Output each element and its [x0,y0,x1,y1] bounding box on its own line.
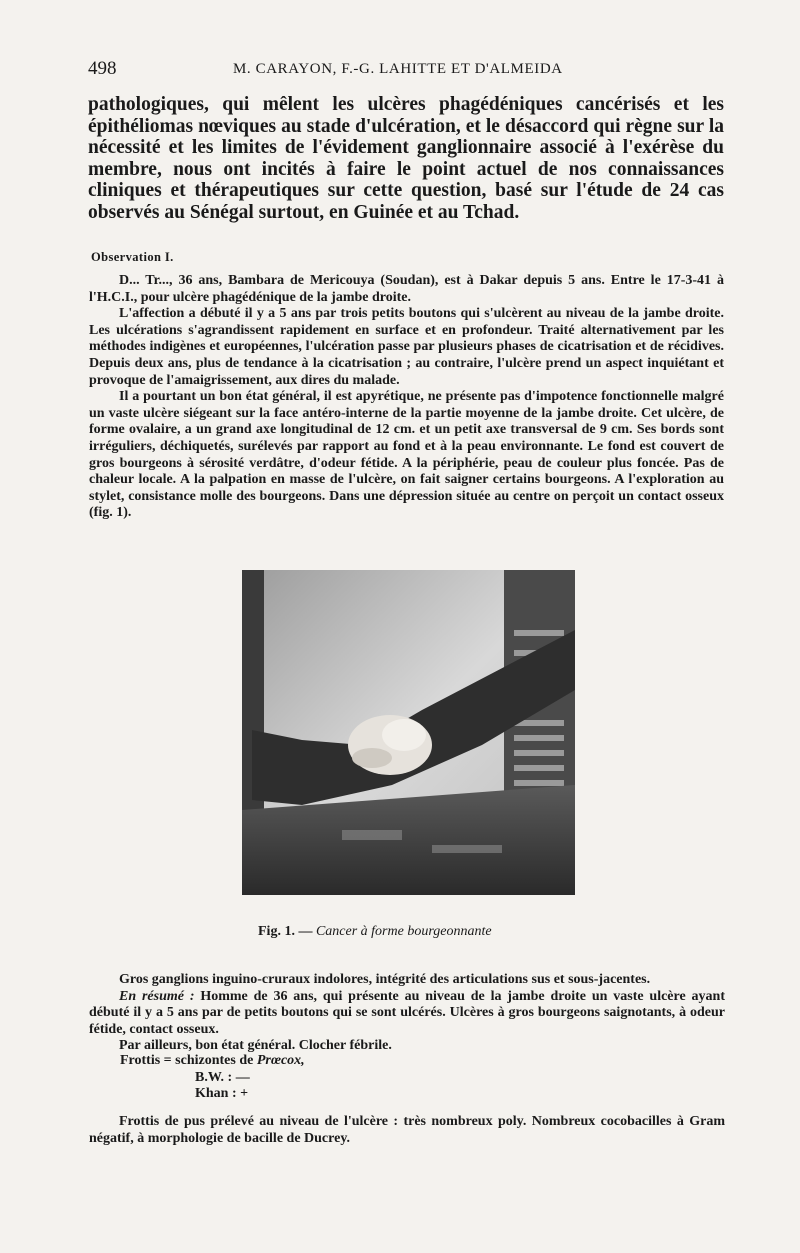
observation-title: Observation I. [91,250,174,264]
intro-text: pathologiques, qui mêlent les ulcères phagédéniques cancérisés et les épithéliomas nœviques au stade d'ulcération, et le désaccord qui règne sur la nécessité et les limites de l'évidement ganglionnaire associé à l'exérèse du membre, nous ont incités à faire le point actuel de nos connaissances cliniques et thérapeutiques sur cette question, basé sur l'étude de 24 cas observés au Sénégal surtout, en Guinée et au Tchad. [88,94,724,223]
lab-khan: Khan : + [195,1086,249,1102]
general-state-paragraph: Par ailleurs, bon état général. Clocher fébrile. [119,1038,392,1054]
observation-paragraph-3: Il a pourtant un bon état général, il est apyrétique, ne présente pas d'impotence fonctionnelle malgré un vaste ulcère siégeant sur la face antéro-interne de la partie moyenne de la jambe droite. Cet ulcère, de forme ovalaire, a un grand axe longitudinal de 12 cm. et un petit axe transversal de 9 cm. Ses bords sont irréguliers, déchiquetés, surélevés par rapport au fond et à la peau environnante. Le fond est couvert de gros bourgeons à sérosité verdâtre, d'odeur fétide. A la périphérie, peau de couleur plus foncée. Pas de chaleur locale. A la palpation en masse de l'ulcère, on fait saigner certains bourgeons. A l'exploration au stylet, consistance molle des bourgeons. Dans une dépression située au centre on perçoit un contact osseux (fig. 1). [89,389,724,521]
lab-row-khan [120,1086,305,1103]
lab-frottis-species: Prœcox, [256,1053,305,1068]
running-head: M. CARAYON, F.-G. LAHITTE ET D'ALMEIDA [233,61,563,77]
observation-paragraph-1: D... Tr..., 36 ans, Bambara de Mericouya (Soudan), est à Dakar depuis 5 ans. Entre le 17-3-41 à l'H.C.I., pour ulcère phagédénique de la jambe droite. [89,273,724,305]
observation-body [89,273,724,522]
lab-bw: B.W. : — [195,1069,250,1085]
observation-paragraph-2: L'affection a débuté il y a 5 ans par trois petits boutons qui s'ulcèrent au niveau de la jambe droite. Les ulcérations s'agrandissent rapidement en surface et en profondeur. Traité alternativement par les méthodes indigènes et européennes, l'ulcération passe par plusieurs phases de cicatrisation et de récidives. Depuis deux ans, plus de tendance à la cicatrisation ; au contraire, l'ulcère prend un aspect inquiétant et provoque de l'amaigrissement, aux dires du malade. [89,306,724,388]
resume-text: Homme de 36 ans, qui présente au niveau de la jambe droite un vaste ulcère ayant débuté il y a 5 ans par de petits boutons qui se sont ulcérés. Ulcères à gros bourgeons saignotants, à odeur fétide, contact osseux. [89,988,725,1037]
lab-results [120,1053,305,1103]
page-header [88,58,728,82]
figure-caption [258,924,598,940]
figure-caption-label: Fig. 1. — [258,924,316,939]
resume-label: En résumé : [119,988,195,1004]
intro-paragraph [88,94,724,224]
lab-row-frottis [120,1053,305,1070]
lab-frottis-prefix: Frottis = schizontes de [120,1053,257,1068]
pus-smear-text: Frottis de pus prélevé au niveau de l'ulcère : très nombreux poly. Nombreux cocobacilles à Gram négatif, à morphologie de bacille de Ducrey. [89,1114,725,1146]
page-number: 498 [88,58,117,79]
summary-block [89,972,725,1055]
ganglions-paragraph: Gros ganglions inguino-cruraux indolores, intégrité des articulations sus et sous-jacentes. [119,972,651,987]
lab-row-bw [120,1070,305,1087]
clinical-photo-illustration [242,570,575,895]
figure-1-photo [242,570,575,895]
pus-smear-paragraph [89,1114,725,1147]
figure-caption-text: Cancer à forme bourgeonnante [315,924,492,939]
resume-paragraph [89,989,725,1039]
